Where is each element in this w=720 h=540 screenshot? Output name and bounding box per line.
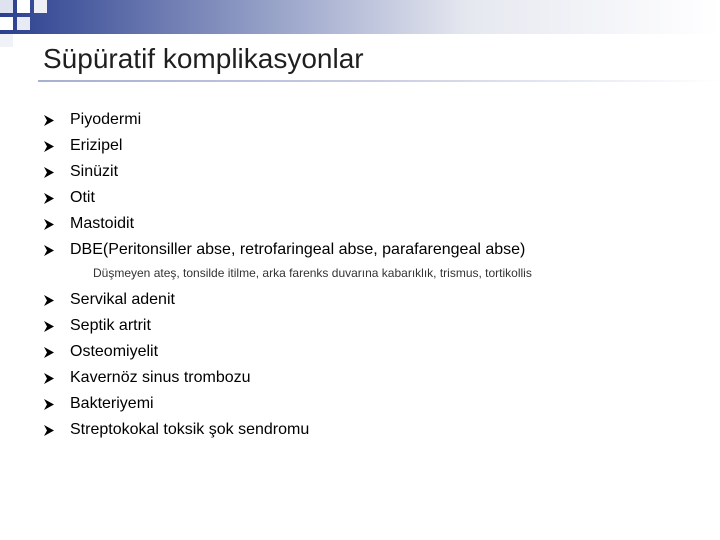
list-item (42, 211, 525, 237)
arrowhead-bullet-icon (42, 211, 56, 237)
arrowhead-bullet-icon (42, 365, 56, 391)
arrowhead-bullet-icon (42, 107, 56, 133)
list-item (42, 391, 309, 417)
list-item-text: Sinüzit (70, 163, 119, 180)
decor-square (0, 17, 13, 30)
list-item (42, 365, 309, 391)
list-item (42, 159, 525, 185)
arrowhead-bullet-icon (42, 339, 56, 365)
slide-title: Süpüratif komplikasyonlar (43, 43, 364, 74)
list-item-text: Piyodermi (70, 111, 142, 128)
list-item (42, 287, 309, 313)
arrowhead-bullet-icon (42, 313, 56, 339)
list-item-text: Kavernöz sinus trombozu (70, 369, 251, 386)
arrowhead-bullet-icon (42, 391, 56, 417)
arrowhead-bullet-icon (42, 417, 56, 443)
list-item (42, 107, 525, 133)
list-item-text: Otit (70, 189, 95, 206)
arrowhead-bullet-icon (42, 287, 56, 313)
complication-list-primary (42, 107, 525, 263)
arrowhead-bullet-icon (42, 185, 56, 211)
list-item (42, 237, 525, 263)
list-item-text: Servikal adenit (70, 291, 175, 308)
complication-list-secondary (42, 287, 309, 443)
list-item-text: Erizipel (70, 137, 123, 154)
decor-square (0, 0, 13, 13)
list-item (42, 133, 525, 159)
decor-square (34, 0, 47, 13)
list-item-text: Osteomiyelit (70, 343, 159, 360)
list-item (42, 339, 309, 365)
list-item-text: Bakteriyemi (70, 395, 154, 412)
list-item-text: Streptokokal toksik şok sendromu (70, 421, 310, 438)
list-item (42, 185, 525, 211)
arrowhead-bullet-icon (42, 237, 56, 263)
list-item-text: DBE(Peritonsiller abse, retrofaringeal abse, parafarengeal abse) (70, 241, 526, 258)
arrowhead-bullet-icon (42, 159, 56, 185)
header-gradient-band (0, 0, 720, 34)
list-item (42, 313, 309, 339)
list-item-text: Septik artrit (70, 317, 151, 334)
title-underline (38, 80, 720, 82)
decor-square (17, 17, 30, 30)
list-item (42, 417, 309, 443)
list-item-text: Mastoidit (70, 215, 135, 232)
decor-square (0, 34, 13, 47)
arrowhead-bullet-icon (42, 133, 56, 159)
dbe-symptoms-note: Düşmeyen ateş, tonsilde itilme, arka farenks duvarına kabarıklık, trismus, tortikollis (93, 266, 532, 280)
decor-square (17, 0, 30, 13)
